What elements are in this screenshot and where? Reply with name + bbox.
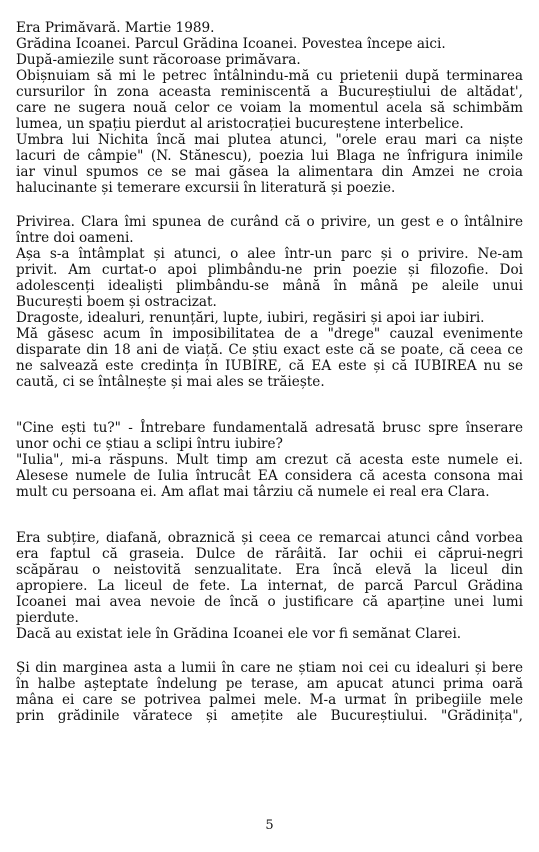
text-line: între doi oameni. bbox=[16, 230, 134, 246]
text-line: unor ochi ce știau a sclipi întru iubire? bbox=[16, 436, 283, 452]
text-line: Și din marginea asta a lumii în care ne știam noi cei cu idealuri și bere bbox=[16, 660, 523, 676]
text-line: Mă găsesc acum în imposibilitatea de a "drege" cauzal evenimente bbox=[16, 326, 523, 342]
text-line: Era subțire, diafană, obraznică și ceea ce remarcai atunci când vorbea bbox=[16, 530, 523, 546]
paragraph-3 bbox=[16, 420, 523, 500]
page-number: 5 bbox=[265, 818, 274, 833]
text-line: pierdute. bbox=[16, 610, 79, 626]
paragraph-4 bbox=[16, 530, 523, 642]
paragraph-5 bbox=[16, 660, 523, 724]
text-line: disparate din 18 ani de viață. Ce știu exact este că se poate, că ceea ce bbox=[16, 342, 523, 358]
text-line: iar vinul spumos ce se mai găsea la alimentara din Amzei ne croia bbox=[16, 164, 523, 180]
text-line: era faptul că graseia. Dulce de rărâită. Iar ochii ei căprui-negri bbox=[16, 546, 523, 562]
text-line: București boem și ostracizat. bbox=[16, 294, 217, 310]
paragraph-gap bbox=[16, 390, 523, 420]
text-line: Umbra lui Nichita încă mai plutea atunci, "orele erau mari ca niște bbox=[16, 132, 523, 148]
body-text bbox=[16, 20, 523, 724]
text-line: mult cu persoana ei. Am aflat mai târziu că numele ei real era Clara. bbox=[16, 484, 490, 500]
text-line: ne salvează este credința în IUBIRE, că EA este și că IUBIREA nu se bbox=[16, 358, 523, 374]
text-line: Dragoste, idealuri, renunțări, lupte, iubiri, regăsiri și apoi iar iubiri. bbox=[16, 310, 485, 326]
text-line: scăpărau o neistovită senzualitate. Era încă elevă la liceul din bbox=[16, 562, 523, 578]
text-line: mâna ei care se potrivea palmei mele. M-a urmat în pribegiile mele bbox=[16, 692, 523, 708]
text-line: "Cine ești tu?" - Întrebare fundamentală adresată brusc spre înserare bbox=[16, 420, 523, 436]
text-line: privit. Am curtat-o apoi plimbându-ne prin poezie și filozofie. Doi bbox=[16, 262, 523, 278]
text-line: Alesese numele de Iulia întrucât EA considera că acesta consona mai bbox=[16, 468, 523, 484]
paragraph-gap bbox=[16, 500, 523, 530]
text-line: apropiere. La liceul de fete. La internat, de parcă Parcul Grădina bbox=[16, 578, 523, 594]
text-line: în halbe așteptate îndelung pe terase, am apucat atunci prima oară bbox=[16, 676, 523, 692]
text-line: Icoanei mai avea nevoie de încă o justificare că aparține unei lumi bbox=[16, 594, 523, 610]
text-line: caută, ci se întâlnește și mai ales se trăiește. bbox=[16, 374, 325, 390]
text-line: Așa s-a întâmplat și atunci, o alee într-un parc și o privire. Ne-am bbox=[16, 246, 523, 262]
paragraph-2 bbox=[16, 214, 523, 390]
text-line: Obișnuiam să mi le petrec întâlnindu-mă cu prietenii după terminarea bbox=[16, 68, 523, 84]
text-line: După-amiezile sunt răcoroase primăvara. bbox=[16, 52, 301, 68]
text-line: adolescenți idealiști plimbându-se mână în mână pe aleile unui bbox=[16, 278, 523, 294]
text-line: halucinante și temerare excursii în literatură și poezie. bbox=[16, 180, 396, 196]
text-line: Privirea. Clara îmi spunea de curând că o privire, un gest e o întâlnire bbox=[16, 214, 523, 230]
text-line: Era Primăvară. Martie 1989. bbox=[16, 20, 215, 36]
paragraph-1 bbox=[16, 20, 523, 196]
text-line: care ne sugera nouă celor ce voiam la momentul acela să schimbăm bbox=[16, 100, 523, 116]
text-line: prin grădinile văratece și amețite ale Bucureștiului. "Grădinița", bbox=[16, 708, 523, 724]
text-line: lumea, un spațiu pierdut al aristocrației bucureștene interbelice. bbox=[16, 116, 464, 132]
text-line: Grădina Icoanei. Parcul Grădina Icoanei. Povestea începe aici. bbox=[16, 36, 446, 52]
text-line: cursurilor în zona aceasta reminiscentă a Bucureștiului de altădat', bbox=[16, 84, 523, 100]
paragraph-gap bbox=[16, 642, 523, 660]
text-line: lacuri de câmpie" (N. Stănescu), poezia lui Blaga ne înfrigura inimile bbox=[16, 148, 523, 164]
text-line: Dacă au existat iele în Grădina Icoanei ele vor fi semănat Clarei. bbox=[16, 626, 462, 642]
paragraph-gap bbox=[16, 196, 523, 214]
text-line: "Iulia", mi-a răspuns. Mult timp am crezut că acesta este numele ei. bbox=[16, 452, 523, 468]
